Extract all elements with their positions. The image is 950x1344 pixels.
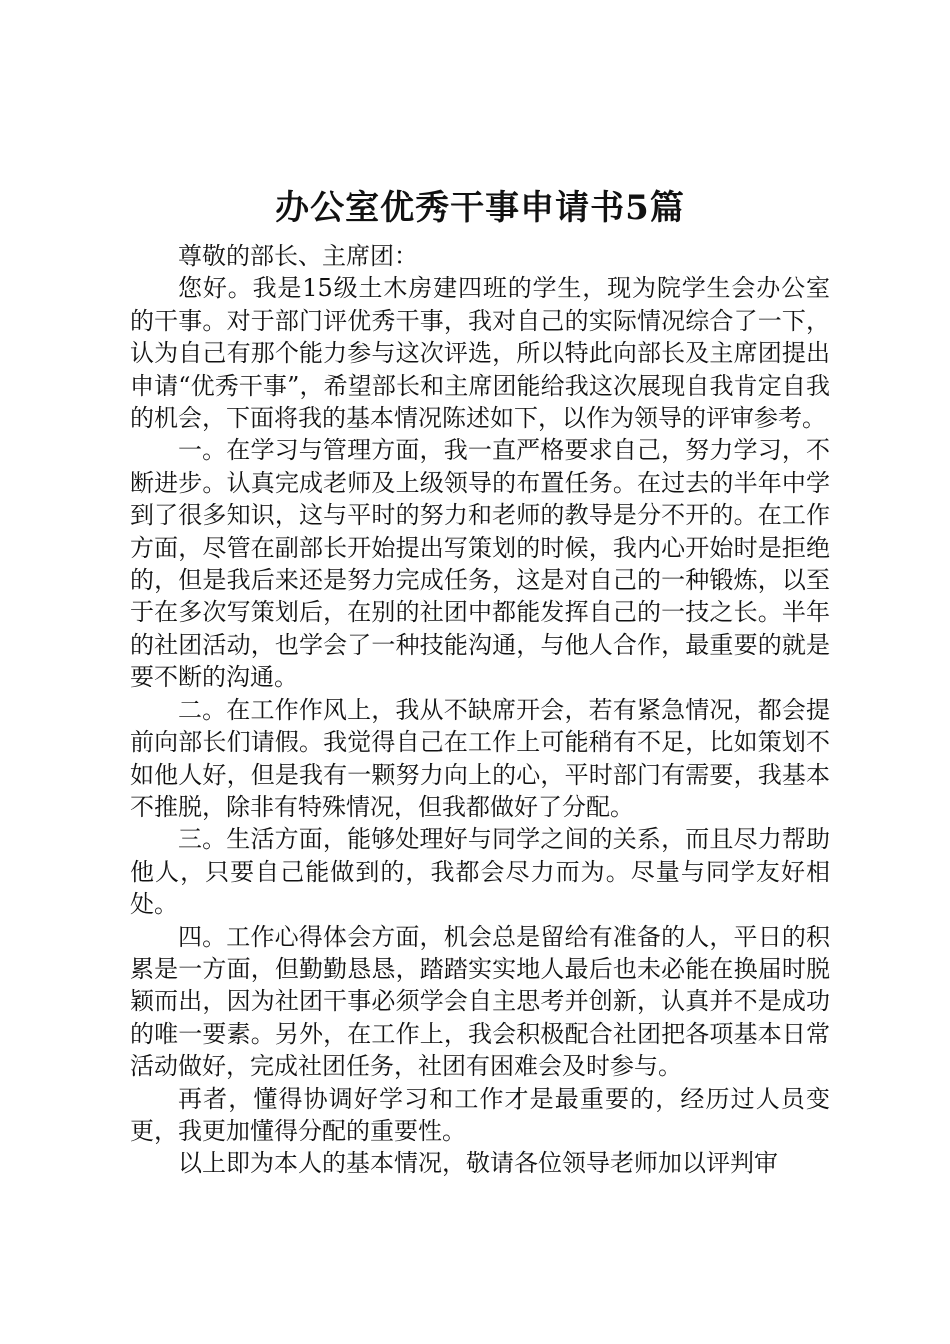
body-paragraph-closing: 以上即为本人的基本情况，敬请各位领导老师加以评判审 [178,1149,778,1178]
body-paragraph-study: 一。在学习与管理方面，我一直严格要求自己，努力学习，不断进步。认真完成老师及上级领导的布置任务。在过去的半年中学到了很多知识，这与平时的努力和老师的教导是分不开的。在工作方面，尽管在副部长开始提出写策划的时候，我内心开始时是拒绝的，但是我后来还是努力完成任务，这是对自己的一种锻炼，以至于在多次写策划后，在别的社团中都能发挥自己的一技之长。半年的社团活动，也学会了一种技能沟通，与他人合作，最重要的就是要不断的沟通。 [130,436,830,692]
salutation: 尊敬的部长、主席团： [178,242,418,270]
body-paragraph-intro: 您好。我是15级土木房建四班的学生，现为院学生会办公室的干事。对于部门评优秀干事，我对自己的实际情况综合了一下，认为自己有那个能力参与这次评选，所以特此向部长及主席团提出申请“优秀干事”，希望部长和主席团能给我这次展现自我肯定自我的机会，下面将我的基本情况陈述如下，以作为领导的评审参考。 [130,274,830,433]
document-title: 办公室优秀干事申请书5篇 [275,188,685,228]
body-paragraph-work-style: 二。在工作作风上，我从不缺席开会，若有紧急情况，都会提前向部长们请假。我觉得自己在工作上可能稍有不足，比如策划不如他人好，但是我有一颗努力向上的心，平时部门有需要，我基本不推脱，除非有特殊情况，但我都做好了分配。 [130,695,830,821]
body-paragraph-experience: 四。工作心得体会方面，机会总是留给有准备的人，平日的积累是一方面，但勤勤恳恳，踏踏实实地人最后也未必能在换届时脱颖而出，因为社团干事必须学会自主思考并创新，认真并不是成功的唯一要素。另外，在工作上，我会积极配合社团把各项基本日常活动做好，完成社团任务，社团有困难会及时参与。 [130,922,830,1081]
body-paragraph-coordination: 再者，懂得协调好学习和工作才是最重要的，经历过人员变更，我更加懂得分配的重要性。 [130,1084,830,1145]
document-page [130,178,830,1180]
body-paragraph-life: 三。生活方面，能够处理好与同学之间的关系，而且尽力帮助他人，只要自己能做到的，我都会尽力而为。尽量与同学友好相处。 [130,825,830,919]
